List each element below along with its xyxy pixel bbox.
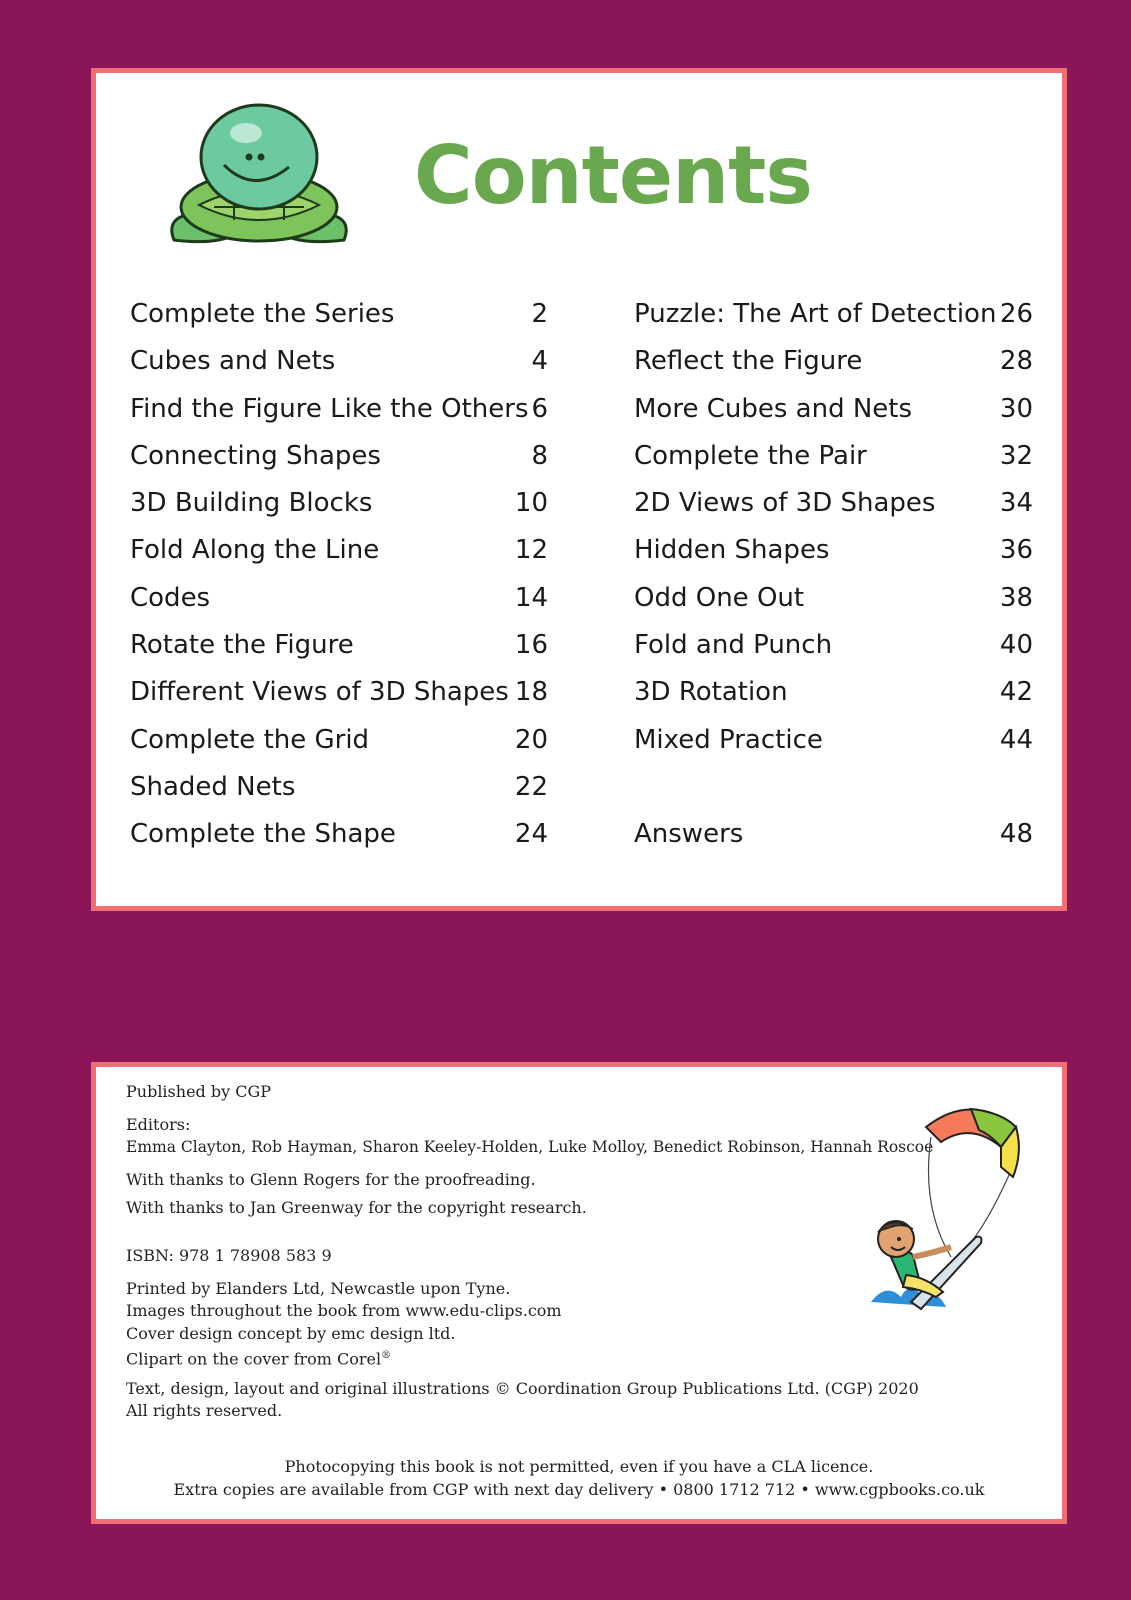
toc-page: 42 xyxy=(999,677,1033,708)
toc-label: Answers xyxy=(634,819,744,850)
toc-page: 8 xyxy=(531,440,548,471)
toc-entry[interactable] xyxy=(130,630,548,677)
printed-by: Printed by Elanders Ltd, Newcastle upon Tyne. xyxy=(126,1279,511,1298)
toc-entry[interactable] xyxy=(130,583,548,630)
toc-label: Reflect the Figure xyxy=(634,346,863,377)
kitesurfer-illustration xyxy=(851,1097,1031,1327)
toc-spacer xyxy=(634,772,1033,819)
clipart-credit-text: Clipart on the cover from Corel xyxy=(126,1349,382,1369)
toc-entry[interactable] xyxy=(634,346,1033,393)
toc-page: 28 xyxy=(999,346,1033,377)
editors-list: Emma Clayton, Rob Hayman, Sharon Keeley-Holden, Luke Molloy, Benedict Robinson, Hannah Roscoe xyxy=(126,1138,934,1156)
toc-label: Different Views of 3D Shapes xyxy=(130,677,509,708)
toc-entry[interactable] xyxy=(130,441,548,488)
toc-page: 40 xyxy=(999,630,1033,661)
toc-entry[interactable] xyxy=(130,394,548,441)
toc-page: 38 xyxy=(999,582,1033,613)
imprint-panel xyxy=(91,1062,1067,1524)
rights-reserved: All rights reserved. xyxy=(126,1401,283,1420)
copyright-notice: Text, design, layout and original illustrations © Coordination Group Publications Ltd. (CGP) 2020 xyxy=(126,1379,919,1398)
toc-label: 3D Building Blocks xyxy=(130,488,373,519)
photocopying-notice: Photocopying this book is not permitted, even if you have a CLA licence. xyxy=(284,1457,874,1476)
toc-page: 12 xyxy=(514,535,548,566)
toc-page: 16 xyxy=(514,630,548,661)
toc-page: 14 xyxy=(514,582,548,613)
toc-entry[interactable] xyxy=(130,677,548,724)
toc-entry[interactable] xyxy=(130,299,548,346)
clipart-credit xyxy=(126,1345,926,1371)
isbn: ISBN: 978 1 78908 583 9 xyxy=(126,1246,332,1265)
toc-page: 22 xyxy=(514,771,548,802)
toc-entry[interactable] xyxy=(634,394,1033,441)
toc-right-column xyxy=(634,299,1033,867)
toc-label: Cubes and Nets xyxy=(130,346,336,377)
editors-label: Editors: xyxy=(126,1115,191,1134)
toc-entry-answers[interactable] xyxy=(634,819,1033,866)
toc-label: Puzzle: The Art of Detection xyxy=(634,299,997,329)
toc-entry[interactable] xyxy=(130,725,548,772)
toc-page: 48 xyxy=(999,819,1033,850)
toc-label: Complete the Pair xyxy=(634,440,867,471)
toc-page: 24 xyxy=(514,819,548,850)
toc-entry[interactable] xyxy=(634,488,1033,535)
toc-page: 2 xyxy=(531,299,548,329)
toc-entry[interactable] xyxy=(634,535,1033,582)
toc-label: More Cubes and Nets xyxy=(634,393,913,424)
toc-page: 6 xyxy=(531,393,548,424)
toc-page: 26 xyxy=(999,299,1033,329)
images-credit: Images throughout the book from www.edu-clips.com xyxy=(126,1301,562,1320)
toc-label: Fold and Punch xyxy=(634,630,833,661)
turtle-illustration xyxy=(154,95,364,255)
toc-label: Complete the Shape xyxy=(130,819,396,850)
thanks-proofreading: With thanks to Glenn Rogers for the proofreading. xyxy=(126,1170,536,1189)
toc-label: Complete the Grid xyxy=(130,724,370,755)
toc-entry[interactable] xyxy=(634,583,1033,630)
toc-entry[interactable] xyxy=(634,677,1033,724)
toc-entry[interactable] xyxy=(634,299,1033,346)
toc-page: 4 xyxy=(531,346,548,377)
toc-entry[interactable] xyxy=(634,630,1033,677)
registered-mark: ® xyxy=(381,1350,392,1361)
cover-design-credit: Cover design concept by emc design ltd. xyxy=(126,1324,456,1343)
published-by: Published by CGP xyxy=(126,1082,272,1101)
toc-page: 18 xyxy=(514,677,548,708)
toc-page: 32 xyxy=(999,440,1033,471)
toc-entry[interactable] xyxy=(130,535,548,582)
toc-label: Odd One Out xyxy=(634,582,805,613)
extra-copies-notice: Extra copies are available from CGP with next day delivery • 0800 1712 712 • www.cgpbooks.co.uk xyxy=(173,1480,985,1499)
toc-label: Hidden Shapes xyxy=(634,535,830,566)
toc-entry[interactable] xyxy=(130,488,548,535)
contents-panel xyxy=(91,68,1067,911)
toc-page: 30 xyxy=(999,393,1033,424)
toc-label: Fold Along the Line xyxy=(130,535,380,566)
page-title: Contents xyxy=(414,129,812,222)
thanks-copyright: With thanks to Jan Greenway for the copyright research. xyxy=(126,1198,587,1217)
toc-entry[interactable] xyxy=(130,346,548,393)
toc-entry[interactable] xyxy=(634,441,1033,488)
toc-label: 3D Rotation xyxy=(634,677,788,708)
toc-label: 2D Views of 3D Shapes xyxy=(634,488,936,519)
toc-entry[interactable] xyxy=(130,819,548,866)
toc-left-column xyxy=(130,299,548,867)
toc-label: Find the Figure Like the Others xyxy=(130,393,529,424)
toc-page: 36 xyxy=(999,535,1033,566)
toc-label: Mixed Practice xyxy=(634,724,823,755)
toc-entry[interactable] xyxy=(634,725,1033,772)
toc-label: Rotate the Figure xyxy=(130,630,354,661)
toc-entry[interactable] xyxy=(130,772,548,819)
toc-label: Shaded Nets xyxy=(130,771,296,802)
toc-label: Complete the Series xyxy=(130,299,395,329)
toc-page: 34 xyxy=(999,488,1033,519)
toc-page: 44 xyxy=(999,724,1033,755)
toc-page: 20 xyxy=(514,724,548,755)
toc-label: Codes xyxy=(130,582,211,613)
toc-page: 10 xyxy=(514,488,548,519)
toc-label: Connecting Shapes xyxy=(130,440,381,471)
footer xyxy=(96,1455,1062,1501)
